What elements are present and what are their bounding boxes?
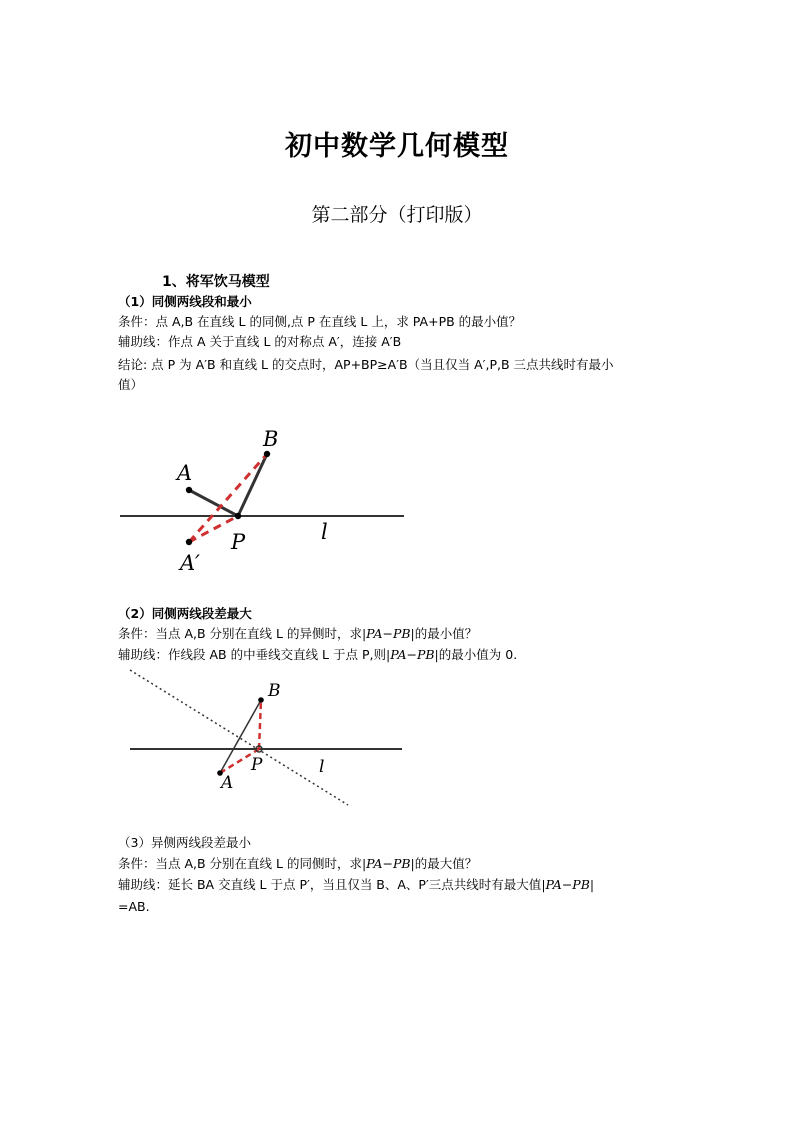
part2-aux-post: 的最小值为 0.: [438, 647, 518, 662]
figure-1: [110, 420, 410, 580]
part2-condition-post: 的最小值？: [414, 626, 478, 641]
part3-condition-math: |PA−PB|: [361, 856, 415, 871]
part2-aux: [118, 646, 517, 664]
part3-aux-pre: 辅助线：延长 BA 交直线 L 于点 P′，当且仅当 B、A、P′三点共线时有最大值: [118, 877, 542, 892]
label-A: A: [177, 461, 193, 485]
part3-condition-post: 的最大值？: [414, 856, 478, 871]
label-l: l: [321, 520, 328, 544]
part1-heading: （1）同侧两线段和最小: [118, 294, 252, 309]
label-B: B: [263, 427, 279, 451]
dashed-PB: [259, 700, 261, 749]
label-l: l: [319, 757, 325, 777]
part3-condition-pre: 条件：当点 A,B 分别在直线 L 的同侧时，求: [118, 856, 362, 871]
label-B: B: [268, 681, 281, 701]
part1-conclusion-line1: 结论: 点 P 为 A′B 和直线 L 的交点时，AP+BP≥A′B（当且仅当 A′,P,B 三点共线时有最小: [118, 357, 614, 372]
segment-PB: [238, 454, 267, 516]
part2-aux-math: |PA−PB|: [385, 647, 439, 662]
part2-condition: [118, 625, 477, 643]
point-A: [186, 487, 192, 493]
part1-aux: 辅助线：作点 A 关于直线 L 的对称点 A′，连接 A′B: [118, 334, 402, 349]
part3-heading: （3）异侧两线段差最小: [118, 835, 251, 850]
perpendicular-bisector: [130, 670, 348, 805]
dashed-AprimeB: [189, 454, 267, 542]
figure-2: [120, 665, 410, 810]
part3-aux: [118, 876, 594, 894]
label-P: P: [251, 755, 263, 775]
label-A-prime: A′: [180, 551, 200, 575]
point-B: [258, 697, 264, 703]
part3-condition: [118, 855, 477, 873]
part1-conclusion-line2: 值）: [118, 377, 144, 392]
part3-aux-line2: =AB.: [118, 899, 150, 914]
part2-aux-pre: 辅助线：作线段 AB 的中垂线交直线 L 于点 P,则: [118, 647, 386, 662]
point-B: [264, 451, 270, 457]
part1-condition: 条件：点 A,B 在直线 L 的同侧,点 P 在直线 L 上，求 PA+PB 的最小值？: [118, 314, 522, 329]
page-title: 初中数学几何模型: [285, 131, 509, 162]
label-A: A: [221, 773, 234, 793]
part2-condition-pre: 条件：当点 A,B 分别在直线 L 的异侧时，求: [118, 626, 362, 641]
part3-aux-math: |PA−PB|: [541, 877, 595, 892]
part2-condition-math: |PA−PB|: [361, 626, 415, 641]
label-P: P: [231, 530, 246, 554]
part2-heading: （2）同侧两线段差最大: [118, 606, 252, 621]
section-heading: 1、将军饮马模型: [162, 274, 270, 290]
page-subtitle: 第二部分（打印版）: [311, 204, 483, 226]
point-P: [235, 513, 241, 519]
point-A-prime: [186, 539, 192, 545]
